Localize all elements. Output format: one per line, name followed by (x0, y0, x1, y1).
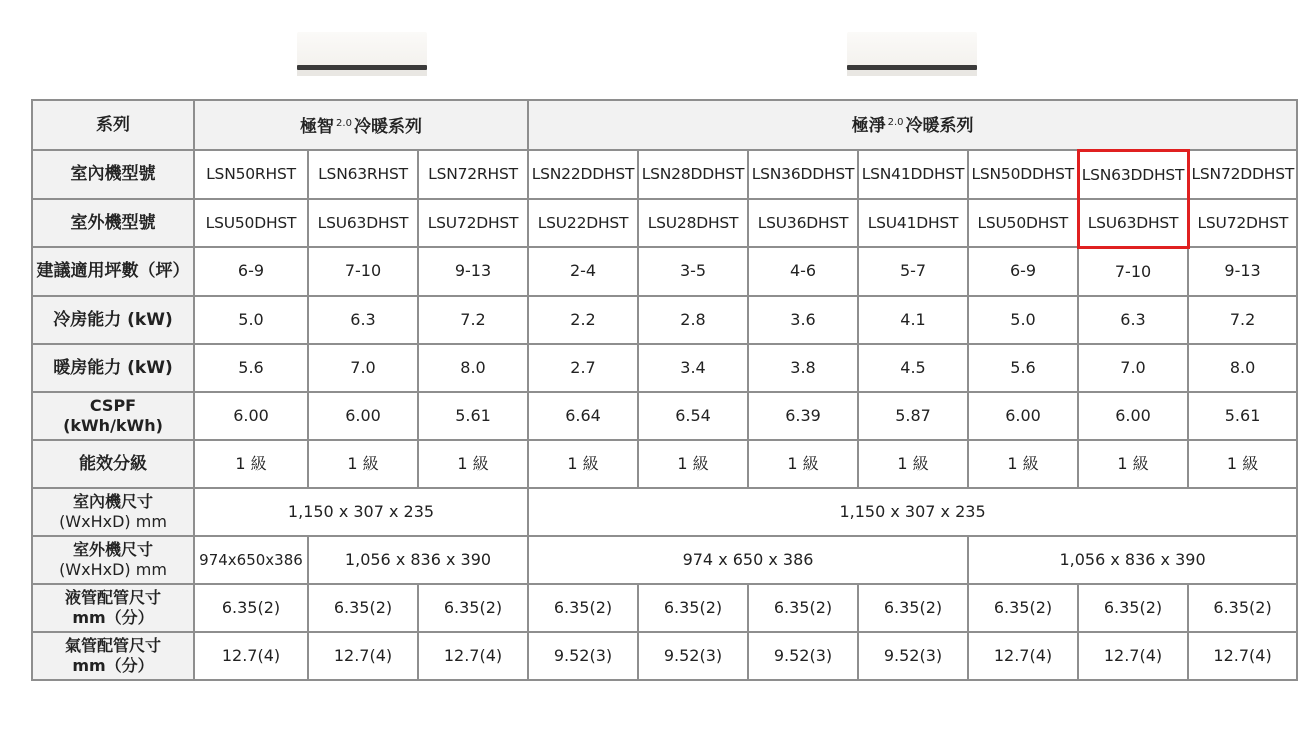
outdoor-size-cell: 974x650x386 (194, 536, 308, 584)
area-cell: 4-6 (748, 247, 858, 296)
heating-cell: 5.6 (194, 344, 308, 392)
area-cell: 6-9 (968, 247, 1078, 296)
outdoor-model-cell: LSU63DHST (308, 199, 418, 248)
gas-pipe-cell: 9.52(3) (528, 632, 638, 680)
row-label-line1: 液管配管尺寸 (64, 587, 161, 607)
efficiency-cell: 1 級 (1078, 440, 1188, 488)
heating-cell: 7.0 (308, 344, 418, 392)
cspf-cell: 6.00 (194, 392, 308, 440)
cspf-cell: 5.87 (858, 392, 968, 440)
cspf-cell: 6.54 (638, 392, 748, 440)
indoor-model-cell: LSN50RHST (194, 150, 308, 199)
outdoor-size-cell: 974 x 650 x 386 (528, 536, 968, 584)
row-label-line1: 室外機尺寸 (72, 539, 153, 559)
gas-pipe-cell: 12.7(4) (194, 632, 308, 680)
series-name-jizhi: 極智 $^{2.0}$ 冷暖系列 (194, 100, 528, 150)
row-label: 能效分級 (32, 440, 194, 488)
efficiency-cell: 1 級 (858, 440, 968, 488)
cooling-cell: 6.3 (1078, 296, 1188, 344)
cspf-cell: 5.61 (418, 392, 528, 440)
series-row (32, 100, 1297, 150)
area-row (32, 247, 1297, 296)
outdoor-model-cell: LSU50DHST (194, 199, 308, 248)
efficiency-cell: 1 級 (528, 440, 638, 488)
heating-cell: 8.0 (1188, 344, 1297, 392)
outdoor-size-row (32, 536, 1297, 584)
indoor-model-cell: LSN41DDHST (858, 150, 968, 199)
gas-pipe-cell: 12.7(4) (1188, 632, 1297, 680)
outdoor-model-cell: LSU28DHST (638, 199, 748, 248)
area-cell: 7-10 (1078, 247, 1188, 296)
cooling-cell: 5.0 (194, 296, 308, 344)
liquid-pipe-cell: 6.35(2) (638, 584, 748, 632)
efficiency-cell: 1 級 (968, 440, 1078, 488)
outdoor-size-cell: 1,056 x 836 x 390 (968, 536, 1297, 584)
cooling-cell: 3.6 (748, 296, 858, 344)
indoor-model-row (32, 150, 1297, 199)
heating-row (32, 344, 1297, 392)
outdoor-model-cell: LSU72DHST (418, 199, 528, 248)
indoor-size-cell: 1,150 x 307 x 235 (194, 488, 528, 536)
liquid-pipe-cell: 6.35(2) (418, 584, 528, 632)
cooling-cell: 2.8 (638, 296, 748, 344)
liquid-pipe-cell: 6.35(2) (968, 584, 1078, 632)
area-cell: 3-5 (638, 247, 748, 296)
cooling-cell: 4.1 (858, 296, 968, 344)
row-label-line2: (kWh/kWh) (63, 415, 163, 435)
liquid-pipe-cell: 6.35(2) (1078, 584, 1188, 632)
cspf-row (32, 392, 1297, 440)
cspf-cell: 6.00 (1078, 392, 1188, 440)
cooling-cell: 7.2 (418, 296, 528, 344)
liquid-pipe-cell: 6.35(2) (858, 584, 968, 632)
efficiency-cell: 1 級 (638, 440, 748, 488)
row-label-line1: 室內機尺寸 (72, 491, 153, 511)
indoor-model-cell: LSN72DDHST (1188, 150, 1297, 199)
indoor-model-cell: LSN36DDHST (748, 150, 858, 199)
ac-unit-image-right (847, 32, 977, 76)
row-label: 建議適用坪數（坪） (32, 247, 194, 296)
heating-cell: 7.0 (1078, 344, 1188, 392)
gas-pipe-cell: 9.52(3) (748, 632, 858, 680)
area-cell: 9-13 (418, 247, 528, 296)
heating-cell: 8.0 (418, 344, 528, 392)
series-name-jijing: 極淨 $^{2.0}$ 冷暖系列 (528, 100, 1297, 150)
area-cell: 9-13 (1188, 247, 1297, 296)
cooling-cell: 6.3 (308, 296, 418, 344)
cooling-row (32, 296, 1297, 344)
efficiency-cell: 1 級 (748, 440, 858, 488)
indoor-size-row (32, 488, 1297, 536)
gas-pipe-cell: 12.7(4) (418, 632, 528, 680)
liquid-pipe-cell: 6.35(2) (748, 584, 858, 632)
indoor-model-cell: LSN28DDHST (638, 150, 748, 199)
efficiency-cell: 1 級 (418, 440, 528, 488)
liquid-pipe-row (32, 584, 1297, 632)
row-label: 冷房能力 (kW) (32, 296, 194, 344)
cooling-cell: 5.0 (968, 296, 1078, 344)
ac-unit-image-left (297, 32, 427, 76)
row-label-line1: 氣管配管尺寸 (64, 635, 161, 655)
efficiency-cell: 1 級 (1188, 440, 1297, 488)
indoor-size-cell: 1,150 x 307 x 235 (528, 488, 1297, 536)
row-label: 暖房能力 (kW) (32, 344, 194, 392)
outdoor-model-cell: LSU50DHST (968, 199, 1078, 248)
liquid-pipe-cell: 6.35(2) (194, 584, 308, 632)
row-label-line2: (WxHxD) mm (59, 559, 167, 579)
cspf-cell: 6.00 (308, 392, 418, 440)
row-label-line2: mm（分） (72, 655, 154, 675)
gas-pipe-cell: 12.7(4) (308, 632, 418, 680)
heating-cell: 4.5 (858, 344, 968, 392)
outdoor-model-cell: LSU72DHST (1188, 199, 1297, 248)
cspf-cell: 6.39 (748, 392, 858, 440)
spec-table (31, 99, 1298, 681)
row-label (32, 392, 194, 440)
row-label (32, 584, 194, 632)
row-label: 室內機型號 (32, 150, 194, 199)
outdoor-model-cell-highlighted: LSU63DHST (1078, 199, 1188, 248)
area-cell: 6-9 (194, 247, 308, 296)
row-label (32, 632, 194, 680)
row-label-line2: mm（分） (72, 607, 154, 627)
liquid-pipe-cell: 6.35(2) (308, 584, 418, 632)
gas-pipe-cell: 9.52(3) (638, 632, 748, 680)
cooling-cell: 7.2 (1188, 296, 1297, 344)
efficiency-row (32, 440, 1297, 488)
efficiency-cell: 1 級 (194, 440, 308, 488)
cspf-cell: 5.61 (1188, 392, 1297, 440)
outdoor-model-row (32, 199, 1297, 248)
liquid-pipe-cell: 6.35(2) (528, 584, 638, 632)
heating-cell: 3.8 (748, 344, 858, 392)
indoor-model-cell: LSN50DDHST (968, 150, 1078, 199)
heating-cell: 2.7 (528, 344, 638, 392)
indoor-model-cell: LSN63RHST (308, 150, 418, 199)
outdoor-size-cell: 1,056 x 836 x 390 (308, 536, 528, 584)
outdoor-model-cell: LSU41DHST (858, 199, 968, 248)
outdoor-model-cell: LSU22DHST (528, 199, 638, 248)
area-cell: 2-4 (528, 247, 638, 296)
cooling-cell: 2.2 (528, 296, 638, 344)
area-cell: 7-10 (308, 247, 418, 296)
cspf-cell: 6.64 (528, 392, 638, 440)
row-label-line2: (WxHxD) mm (59, 511, 167, 531)
row-label: 室外機型號 (32, 199, 194, 248)
series-header: 系列 (32, 100, 194, 150)
row-label (32, 488, 194, 536)
gas-pipe-cell: 9.52(3) (858, 632, 968, 680)
gas-pipe-row (32, 632, 1297, 680)
outdoor-model-cell: LSU36DHST (748, 199, 858, 248)
indoor-model-cell-highlighted: LSN63DDHST (1078, 150, 1188, 199)
row-label-line1: CSPF (89, 395, 137, 415)
heating-cell: 5.6 (968, 344, 1078, 392)
gas-pipe-cell: 12.7(4) (1078, 632, 1188, 680)
efficiency-cell: 1 級 (308, 440, 418, 488)
liquid-pipe-cell: 6.35(2) (1188, 584, 1297, 632)
row-label (32, 536, 194, 584)
indoor-model-cell: LSN72RHST (418, 150, 528, 199)
heating-cell: 3.4 (638, 344, 748, 392)
gas-pipe-cell: 12.7(4) (968, 632, 1078, 680)
indoor-model-cell: LSN22DDHST (528, 150, 638, 199)
area-cell: 5-7 (858, 247, 968, 296)
cspf-cell: 6.00 (968, 392, 1078, 440)
